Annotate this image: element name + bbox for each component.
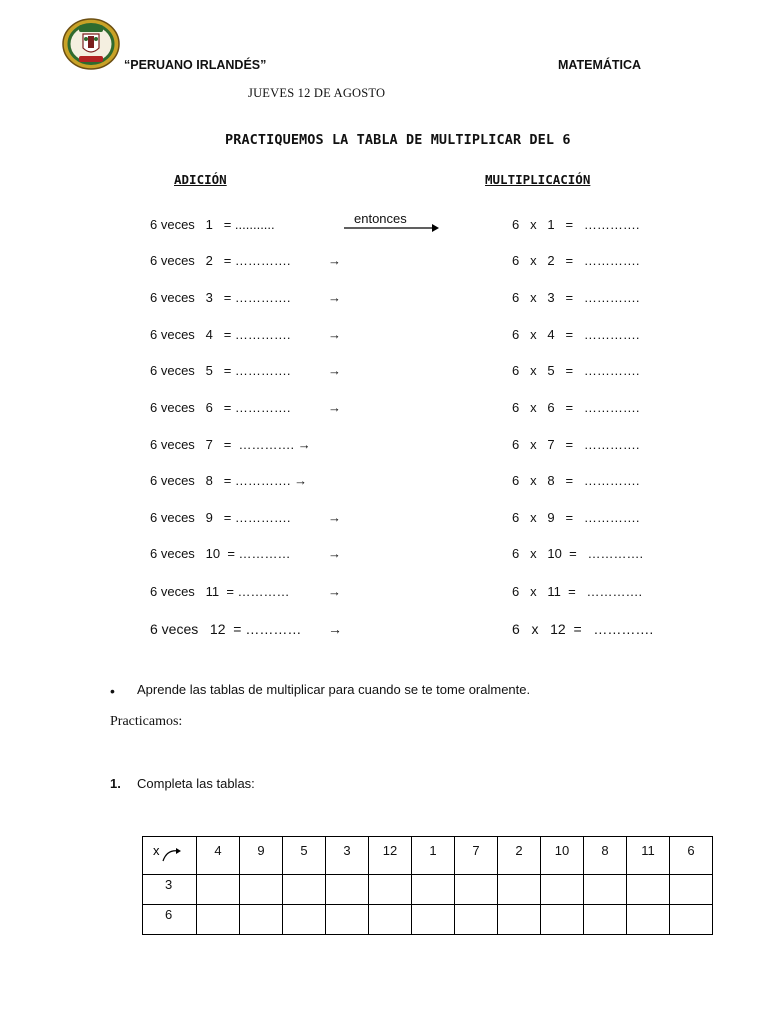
answer-cell[interactable] bbox=[326, 905, 369, 935]
addition-row: 6 veces 6 = …………. bbox=[150, 400, 291, 415]
arrow-icon: → bbox=[328, 546, 341, 561]
table-header-cell: 11 bbox=[627, 837, 670, 875]
arrow-icon: → bbox=[328, 510, 341, 525]
arrow-icon: → bbox=[328, 400, 341, 415]
answer-cell[interactable] bbox=[283, 875, 326, 905]
table-header-cell: 10 bbox=[541, 837, 584, 875]
addition-row: 6 veces 4 = …………. bbox=[150, 327, 291, 342]
table-header-cell: 3 bbox=[326, 837, 369, 875]
answer-cell[interactable] bbox=[627, 905, 670, 935]
addition-row: 6 veces 1 = ........... bbox=[150, 217, 275, 232]
answer-cell[interactable] bbox=[541, 905, 584, 935]
table-header-cell: 9 bbox=[240, 837, 283, 875]
multiplication-row: 6 x 9 = …………. bbox=[512, 510, 640, 525]
table-row bbox=[143, 905, 713, 935]
addition-row: 6 veces 12 = ………… bbox=[150, 621, 302, 637]
arrow-icon: → bbox=[328, 290, 341, 305]
multiplication-row: 6 x 4 = …………. bbox=[512, 327, 640, 342]
exercise-number: 1. bbox=[110, 776, 121, 791]
table-header-cell: 1 bbox=[412, 837, 455, 875]
arrow-icon: → bbox=[328, 253, 341, 268]
addition-row: 6 veces 3 = …………. bbox=[150, 290, 291, 305]
multiplication-row: 6 x 10 = …………. bbox=[512, 546, 644, 561]
answer-cell[interactable] bbox=[197, 905, 240, 935]
answer-cell[interactable] bbox=[197, 875, 240, 905]
multiplication-row: 6 x 11 = …………. bbox=[512, 584, 643, 599]
answer-cell[interactable] bbox=[369, 875, 412, 905]
addition-row: 6 veces 11 = ………… bbox=[150, 584, 290, 599]
bullet-text: Aprende las tablas de multiplicar para cuando se te tome oralmente. bbox=[137, 682, 531, 697]
table-row-label: 3 bbox=[143, 875, 197, 905]
addition-row: 6 veces 9 = …………. bbox=[150, 510, 291, 525]
multiplication-row: 6 x 8 = …………. bbox=[512, 473, 640, 488]
addition-row: 6 veces 8 = …………. → bbox=[150, 473, 308, 488]
answer-cell[interactable] bbox=[283, 905, 326, 935]
answer-cell[interactable] bbox=[369, 905, 412, 935]
arrow-icon: → bbox=[328, 363, 341, 378]
multiplication-row: 6 x 2 = …………. bbox=[512, 253, 640, 268]
addition-row: 6 veces 2 = …………. bbox=[150, 253, 291, 268]
bullet-icon: • bbox=[110, 683, 115, 699]
answer-cell[interactable] bbox=[670, 875, 713, 905]
curved-arrow-icon bbox=[153, 843, 183, 865]
answer-cell[interactable] bbox=[670, 905, 713, 935]
multiplication-row: 6 x 7 = …………. bbox=[512, 437, 640, 452]
answer-cell[interactable] bbox=[627, 875, 670, 905]
answer-cell[interactable] bbox=[240, 905, 283, 935]
exercise-instruction: Completa las tablas: bbox=[137, 776, 255, 791]
table-row bbox=[143, 875, 713, 905]
answer-cell[interactable] bbox=[584, 905, 627, 935]
answer-cell[interactable] bbox=[326, 875, 369, 905]
multiplication-row: 6 x 3 = …………. bbox=[512, 290, 640, 305]
answer-cell[interactable] bbox=[455, 875, 498, 905]
table-header-cell: 7 bbox=[455, 837, 498, 875]
date-line: JUEVES 12 DE AGOSTO bbox=[248, 86, 386, 100]
school-logo bbox=[62, 18, 120, 70]
page-title: PRACTIQUEMOS LA TABLA DE MULTIPLICAR DEL 6 bbox=[225, 132, 571, 148]
answer-cell[interactable] bbox=[584, 875, 627, 905]
table-header-cell: 8 bbox=[584, 837, 627, 875]
answer-cell[interactable] bbox=[541, 875, 584, 905]
multiplication-row: 6 x 6 = …………. bbox=[512, 400, 640, 415]
table-row-label: 6 bbox=[143, 905, 197, 935]
answer-cell[interactable] bbox=[455, 905, 498, 935]
connector-label: entonces bbox=[354, 211, 407, 226]
subject-name: MATEMÁTICA bbox=[558, 58, 642, 72]
table-header-cell: 4 bbox=[197, 837, 240, 875]
corner-x-label: x bbox=[153, 843, 160, 858]
table-header-cell: 6 bbox=[670, 837, 713, 875]
table-corner-cell bbox=[143, 837, 197, 875]
multiplication-row: 6 x 12 = …………. bbox=[512, 621, 654, 637]
addition-heading: ADICIÓN bbox=[174, 172, 227, 187]
multiplication-table bbox=[142, 836, 713, 935]
table-header-cell: 5 bbox=[283, 837, 326, 875]
multiplication-row: 6 x 5 = …………. bbox=[512, 363, 640, 378]
addition-row: 6 veces 7 = …………. → bbox=[150, 437, 311, 452]
table-header-row bbox=[143, 837, 713, 875]
arrow-icon: → bbox=[328, 327, 341, 342]
answer-cell[interactable] bbox=[498, 905, 541, 935]
multiplication-heading: MULTIPLICACIÓN bbox=[485, 172, 591, 187]
multiplication-row: 6 x 1 = …………. bbox=[512, 217, 640, 232]
long-arrow-icon bbox=[344, 222, 440, 234]
answer-cell[interactable] bbox=[412, 905, 455, 935]
answer-cell[interactable] bbox=[412, 875, 455, 905]
table-header-cell: 12 bbox=[369, 837, 412, 875]
arrow-icon: → bbox=[328, 621, 342, 637]
answer-cell[interactable] bbox=[240, 875, 283, 905]
addition-row: 6 veces 5 = …………. bbox=[150, 363, 291, 378]
table-header-cell: 2 bbox=[498, 837, 541, 875]
practice-heading: Practicamos: bbox=[110, 714, 183, 729]
answer-cell[interactable] bbox=[498, 875, 541, 905]
addition-row: 6 veces 10 = ………… bbox=[150, 546, 291, 561]
arrow-icon: → bbox=[328, 584, 341, 599]
school-name: “PERUANO IRLANDÉS” bbox=[124, 58, 267, 72]
